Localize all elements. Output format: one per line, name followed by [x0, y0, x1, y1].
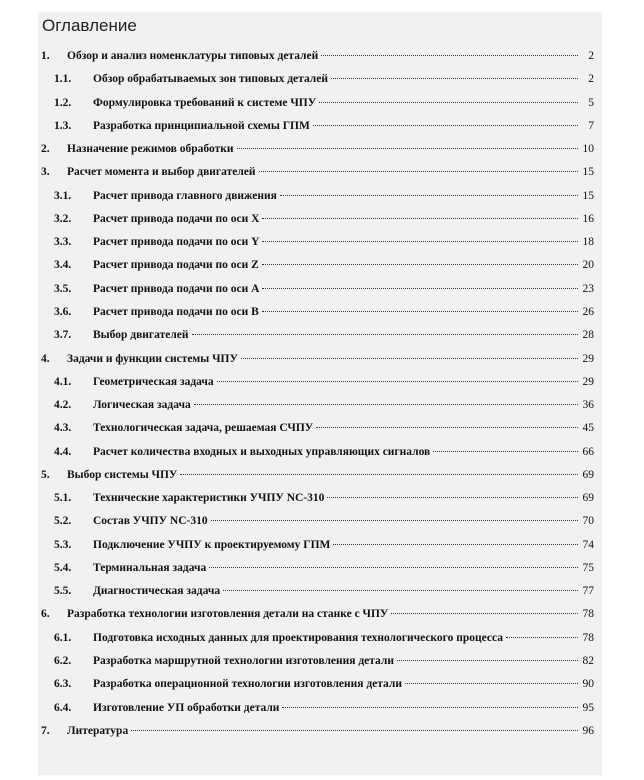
toc-entry[interactable]	[38, 583, 598, 599]
toc-entry-number: 3.7.	[54, 329, 72, 342]
toc-dot-leader	[327, 497, 578, 498]
toc-page-number: 45	[582, 422, 594, 435]
toc-entry-line	[93, 304, 594, 320]
toc-entry[interactable]	[38, 48, 598, 64]
toc-entry-line	[93, 374, 594, 390]
toc-page-number: 7	[588, 119, 594, 132]
toc-entry-line	[93, 257, 594, 273]
toc-entry-title: Расчет привода подачи по оси Y	[93, 236, 260, 249]
toc-dot-leader	[262, 218, 578, 219]
toc-entry[interactable]	[38, 420, 598, 436]
toc-entry-number: 1.1.	[54, 73, 72, 86]
toc-entry-line	[93, 71, 594, 87]
toc-entry-number: 4.	[41, 352, 50, 365]
toc-entry[interactable]	[38, 537, 598, 553]
toc-entry-line	[93, 444, 594, 460]
toc-dot-leader	[217, 381, 578, 382]
toc-page-number: 82	[582, 655, 594, 668]
toc-entry-title: Логическая задача	[93, 399, 191, 412]
toc-page-number: 66	[582, 445, 594, 458]
toc-entry-number: 6.2.	[54, 655, 72, 668]
toc-entry-line	[93, 397, 594, 413]
toc-dot-leader	[506, 637, 578, 638]
toc-page-number: 70	[582, 515, 594, 528]
toc-dot-leader	[209, 567, 578, 568]
toc-page-number: 36	[582, 399, 594, 412]
toc-entry-line	[93, 676, 594, 692]
toc-entry-line	[67, 351, 594, 367]
toc-dot-leader	[262, 241, 578, 242]
toc-entry[interactable]	[38, 374, 598, 390]
toc-entry-line	[93, 281, 594, 297]
toc-entry-line	[93, 420, 594, 436]
toc-entry-title: Технологическая задача, решаемая СЧПУ	[93, 422, 314, 435]
toc-page-number: 74	[582, 538, 594, 551]
toc-entry-title: Расчет привода подачи по оси Z	[93, 259, 259, 272]
toc-dot-leader	[282, 707, 578, 708]
toc-page-number: 29	[582, 375, 594, 388]
toc-entry-line	[67, 606, 594, 622]
toc-entry-line	[67, 723, 594, 739]
toc-dot-leader	[262, 311, 578, 312]
toc-entry-number: 5.2.	[54, 515, 72, 528]
toc-page-number: 23	[582, 282, 594, 295]
toc-entry-line	[93, 118, 594, 134]
toc-entry-number: 3.5.	[54, 282, 72, 295]
toc-dot-leader	[262, 264, 578, 265]
toc-dot-leader	[194, 404, 578, 405]
toc-entry-number: 3.6.	[54, 305, 72, 318]
toc-page-number: 75	[582, 561, 594, 574]
toc-entry-title: Разработка маршрутной технологии изготовления детали	[93, 655, 394, 668]
toc-entry-number: 3.3.	[54, 236, 72, 249]
toc-entry-number: 3.	[41, 166, 50, 179]
toc-page-number: 78	[582, 631, 594, 644]
toc-dot-leader	[180, 474, 578, 475]
toc-entry[interactable]	[38, 444, 598, 460]
toc-entry-line	[67, 141, 594, 157]
toc-entry-number: 4.2.	[54, 399, 72, 412]
toc-entry[interactable]	[38, 467, 598, 483]
toc-page-number: 2	[588, 73, 594, 86]
toc-entry-title: Литература	[67, 724, 129, 737]
toc-dot-leader	[259, 171, 578, 172]
toc-entry-title: Терминальная задача	[93, 561, 207, 574]
toc-entry[interactable]	[38, 327, 598, 343]
toc-entry-number: 1.2.	[54, 96, 72, 109]
toc-page-number: 78	[582, 608, 594, 621]
toc-entry-line	[93, 560, 594, 576]
toc-dot-leader	[391, 613, 578, 614]
toc-entry-title: Расчет количества входных и выходных управляющих сигналов	[93, 445, 431, 458]
document-page	[38, 12, 602, 775]
toc-entry[interactable]	[38, 513, 598, 529]
toc-page-number: 26	[582, 305, 594, 318]
toc-entry-line	[93, 490, 594, 506]
toc-entry[interactable]	[38, 164, 598, 180]
toc-entry[interactable]	[38, 71, 598, 87]
toc-entry-number: 3.1.	[54, 189, 72, 202]
toc-entry-number: 6.1.	[54, 631, 72, 644]
toc-entry-title: Расчет привода подачи по оси В	[93, 305, 259, 318]
toc-entry-title: Формулировка требований к системе ЧПУ	[93, 96, 317, 109]
toc-entry-title: Разработка операционной технологии изготовления детали	[93, 678, 402, 691]
toc-page-number: 16	[582, 212, 594, 225]
toc-dot-leader	[313, 125, 578, 126]
toc-page-number: 10	[582, 143, 594, 156]
toc-dot-leader	[319, 102, 578, 103]
toc-entry[interactable]	[38, 141, 598, 157]
toc-entry-line	[93, 630, 594, 646]
toc-entry[interactable]	[38, 351, 598, 367]
toc-entry-number: 5.1.	[54, 492, 72, 505]
toc-entry[interactable]	[38, 188, 598, 204]
toc-entry[interactable]	[38, 257, 598, 273]
toc-entry-line	[93, 327, 594, 343]
toc-entry[interactable]	[38, 560, 598, 576]
toc-entry-title: Выбор двигателей	[93, 329, 189, 342]
toc-entry-title: Разработка технологии изготовления детали на станке с ЧПУ	[67, 608, 389, 621]
toc-entry[interactable]	[38, 304, 598, 320]
toc-entry-number: 3.2.	[54, 212, 72, 225]
toc-entry-number: 3.4.	[54, 259, 72, 272]
toc-dot-leader	[405, 683, 578, 684]
toc-page-number: 2	[588, 50, 594, 62]
toc-entry-title: Подготовка исходных данных для проектирования технологического процесса	[93, 631, 503, 644]
toc-entry-line	[93, 653, 594, 669]
toc-entry-title: Подключение УЧПУ к проектируемому ГПМ	[93, 538, 331, 551]
toc-entry[interactable]	[38, 630, 598, 646]
toc-dot-leader	[333, 544, 578, 545]
toc-dot-leader	[331, 78, 578, 79]
toc-page-number: 15	[582, 166, 594, 179]
toc-entry[interactable]	[38, 234, 598, 250]
toc-dot-leader	[237, 148, 579, 149]
toc-entry-number: 5.3.	[54, 538, 72, 551]
toc-dot-leader	[241, 358, 578, 359]
toc-entry-number: 7.	[41, 724, 50, 737]
toc-entry-line	[93, 234, 594, 250]
toc-page-number: 28	[582, 329, 594, 342]
toc-entry-number: 1.	[41, 50, 50, 62]
toc-entry-title: Задачи и функции системы ЧПУ	[67, 352, 238, 365]
toc-dot-leader	[223, 590, 578, 591]
toc-entry-number: 2.	[41, 143, 50, 156]
toc-entry[interactable]	[38, 606, 598, 622]
toc-dot-leader	[433, 451, 578, 452]
toc-page-number: 77	[582, 585, 594, 598]
toc-page-number: 69	[582, 492, 594, 505]
toc-page-number: 69	[582, 468, 594, 481]
toc-entry-title: Выбор системы ЧПУ	[67, 468, 178, 481]
toc-entry[interactable]	[38, 490, 598, 506]
toc-entry-number: 5.4.	[54, 561, 72, 574]
toc-entry[interactable]	[38, 281, 598, 297]
toc-entry[interactable]	[38, 397, 598, 413]
toc-entry-number: 4.3.	[54, 422, 72, 435]
toc-entry-number: 6.4.	[54, 701, 72, 714]
toc-dot-leader	[262, 288, 578, 289]
toc-dot-leader	[280, 195, 578, 196]
toc-entry[interactable]	[38, 723, 598, 739]
toc-entry-number: 4.4.	[54, 445, 72, 458]
toc-entry-line	[93, 583, 594, 599]
toc-entry-line	[67, 467, 594, 483]
toc-entry-line	[93, 513, 594, 529]
toc-dot-leader	[397, 660, 578, 661]
toc-entry-number: 5.	[41, 468, 50, 481]
toc-entry-line	[67, 48, 594, 64]
toc-page-number: 29	[582, 352, 594, 365]
toc-dot-leader	[131, 730, 578, 731]
toc-entry-line	[93, 188, 594, 204]
toc-entry-title: Разработка принципиальной схемы ГПМ	[93, 119, 310, 132]
toc-entry-line	[67, 164, 594, 180]
toc-entry-line	[93, 537, 594, 553]
toc-page-number: 20	[582, 259, 594, 272]
toc-entry-number: 6.3.	[54, 678, 72, 691]
toc-entry-title: Изготовление УП обработки детали	[93, 701, 280, 714]
toc-entry[interactable]	[38, 118, 598, 134]
toc-entry-number: 5.5.	[54, 585, 72, 598]
toc-entry[interactable]	[38, 653, 598, 669]
toc-entry-title: Расчет момента и выбор двигателей	[67, 166, 256, 179]
toc-entry-title: Диагностическая задача	[93, 585, 221, 598]
toc-entry-title: Расчет привода подачи по оси А	[93, 282, 260, 295]
toc-entry-line	[93, 95, 594, 111]
toc-dot-leader	[211, 520, 578, 521]
toc-entry[interactable]	[38, 700, 598, 716]
toc-entry-number: 4.1.	[54, 375, 72, 388]
toc-page-number: 90	[582, 678, 594, 691]
toc-page-number: 95	[582, 701, 594, 714]
toc-entry-number: 6.	[41, 608, 50, 621]
toc-entry-line	[93, 211, 594, 227]
toc-page-number: 15	[582, 189, 594, 202]
toc-entry-title: Расчет привода главного движения	[93, 189, 277, 202]
toc-entry-number: 1.3.	[54, 119, 72, 132]
toc-entry-title: Технические характеристики УЧПУ NC-310	[93, 492, 325, 505]
toc-entry[interactable]	[38, 95, 598, 111]
toc-dot-leader	[316, 427, 578, 428]
toc-dot-leader	[321, 55, 578, 56]
toc-entry-title: Геометрическая задача	[93, 375, 214, 388]
toc-page-number: 96	[582, 724, 594, 737]
toc-page-number: 5	[588, 96, 594, 109]
toc-entry-title: Обзор и анализ номенклатуры типовых деталей	[67, 50, 319, 62]
toc-entry-title: Расчет привода подачи по оси X	[93, 212, 260, 225]
toc-entry[interactable]	[38, 211, 598, 227]
toc-entry-title: Состав УЧПУ NC-310	[93, 515, 208, 528]
toc-page-number: 18	[582, 236, 594, 249]
toc-title: Оглавление	[42, 16, 137, 35]
toc-entry-title: Обзор обрабатываемых зон типовых деталей	[93, 73, 328, 86]
toc-dot-leader	[192, 334, 578, 335]
toc-entry[interactable]	[38, 676, 598, 692]
toc-entry-title: Назначение режимов обработки	[67, 143, 234, 156]
toc-entry-line	[93, 700, 594, 716]
